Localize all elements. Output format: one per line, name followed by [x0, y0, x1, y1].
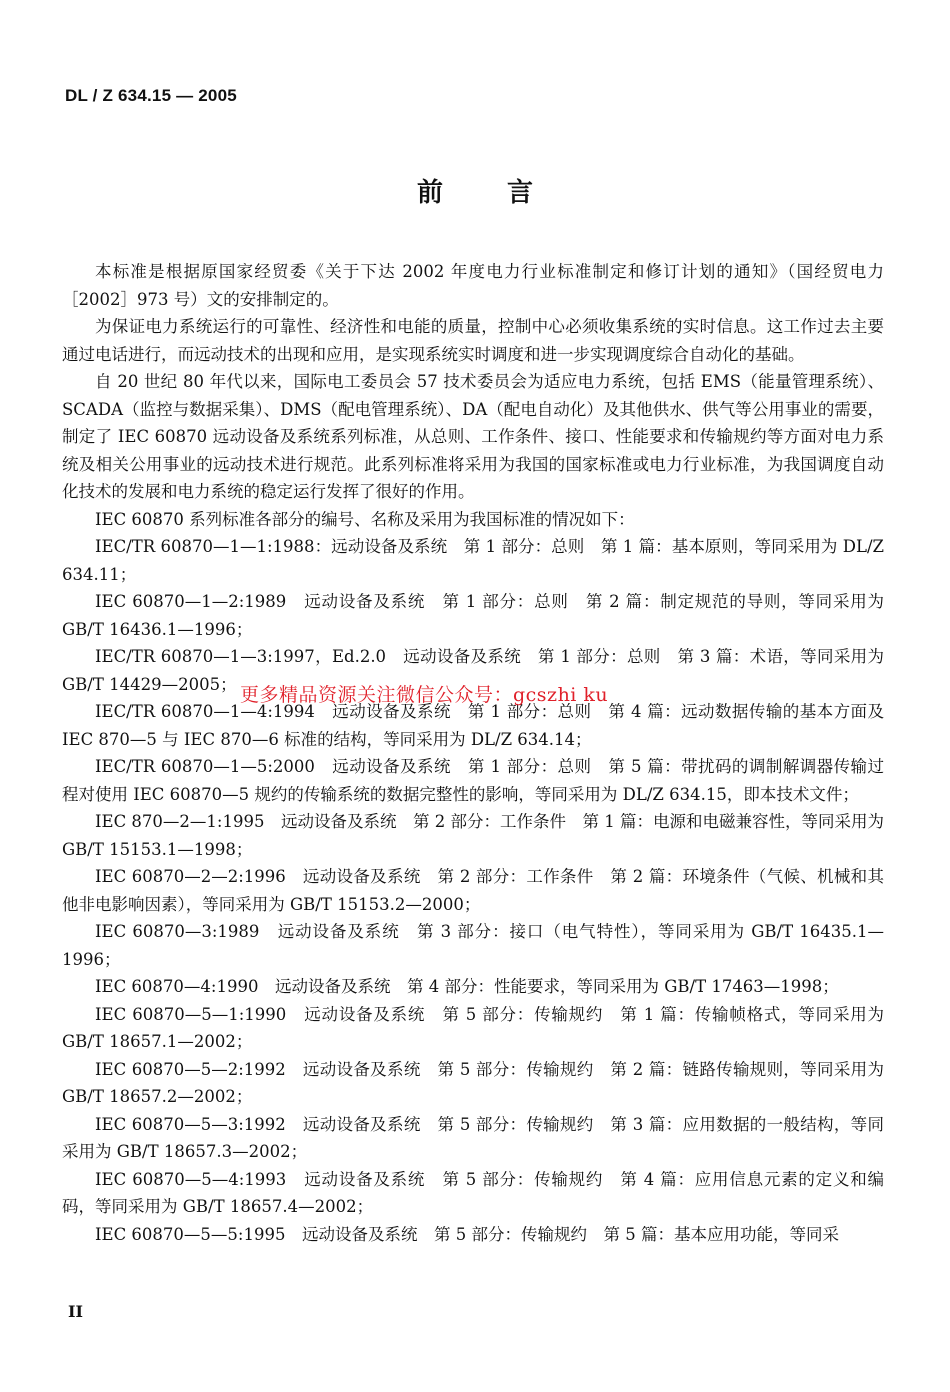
paragraph: IEC/TR 60870—1—1:1988：远动设备及系统 第 1 部分：总则 第 1 篇：基本原则，等同采用为 DL/Z 634.11；: [62, 537, 884, 584]
paragraph: IEC/TR 60870—1—4:1994 远动设备及系统 第 1 部分：总则 第 4 篇：远动数据传输的基本方面及 IEC 870—5 与 IEC 870—6 标准的结构，等同采用为 DL/Z 634.14；: [62, 702, 884, 749]
paragraph: IEC 870—2—1:1995 远动设备及系统 第 2 部分：工作条件 第 1 篇：电源和电磁兼容性，等同采用为 GB/T 15153.1—1998；: [62, 812, 884, 859]
paragraph: IEC 60870—5—2:1992 远动设备及系统 第 5 部分：传输规约 第 2 篇：链路传输规则，等同采用为 GB/T 18657.2—2002；: [62, 1059, 884, 1106]
paragraph: IEC 60870 系列标准各部分的编号、名称及采用为我国标准的情况如下：: [95, 509, 635, 529]
paragraph: IEC 60870—5—1:1990 远动设备及系统 第 5 部分：传输规约 第 1 篇：传输帧格式，等同采用为 GB/T 18657.1—2002；: [62, 1004, 884, 1051]
paragraph: IEC 60870—1—2:1989 远动设备及系统 第 1 部分：总则 第 2 篇：制定规范的导则，等同采用为 GB/T 16436.1—1996；: [62, 592, 884, 639]
paragraph: IEC 60870—5—4:1993 远动设备及系统 第 5 部分：传输规约 第 4 篇：应用信息元素的定义和编码，等同采用为 GB/T 18657.4—2002；: [62, 1169, 884, 1216]
document-code-header: DL / Z 634.15 — 2005: [65, 86, 237, 105]
page-title: 前言: [416, 178, 597, 208]
paragraph: IEC/TR 60870—1—5:2000 远动设备及系统 第 1 部分：总则 第 5 篇：带扰码的调制解调器传输过程对使用 IEC 60870—5 规约的传输系统的数据完整性的影响，等同采用为 DL/Z 634.15，即本技术文件；: [62, 757, 884, 804]
paragraph: IEC/TR 60870—1—3:1997，Ed.2.0 远动设备及系统 第 1 部分：总则 第 3 篇：术语，等同采用为 GB/T 14429—2005；: [62, 647, 884, 694]
page-number: II: [68, 1302, 83, 1321]
document-body: [62, 258, 884, 1248]
watermark-overlay-text: 更多精品资源关注微信公众号：gcszhi ku: [240, 684, 609, 706]
paragraph: IEC 60870—3:1989 远动设备及系统 第 3 部分：接口（电气特性），等同采用为 GB/T 16435.1—1996；: [62, 922, 884, 969]
paragraph: IEC 60870—2—2:1996 远动设备及系统 第 2 部分：工作条件 第 2 篇：环境条件（气候、机械和其他非电影响因素），等同采用为 GB/T 15153.2—2000；: [62, 867, 884, 914]
paragraph: 自 20 世纪 80 年代以来，国际电工委员会 57 技术委员会为适应电力系统，包括 EMS（能量管理系统）、SCADA（监控与数据采集）、DMS（配电管理系统）、DA（配电自动化）及其他供水、供气等公用事业的需要，制定了 IEC 60870 远动设备及系统系列标准，从总则、工作条件、接口、性能要求和传输规约等方面对电力系统及相关公用事业的远动技术进行规范。此系列标准将采用为我国的国家标准或电力行业标准，为我国调度自动化技术的发展和电力系统的稳定运行发挥了很好的作用。: [62, 372, 884, 501]
paragraph: IEC 60870—5—5:1995 远动设备及系统 第 5 部分：传输规约 第 5 篇：基本应用功能，等同采: [95, 1224, 839, 1244]
paragraph: 本标准是根据原国家经贸委《关于下达 2002 年度电力行业标准制定和修订计划的通知》（国经贸电力［2002］973 号）文的安排制定的。: [62, 262, 884, 309]
paragraph: 为保证电力系统运行的可靠性、经济性和电能的质量，控制中心必须收集系统的实时信息。这工作过去主要通过电话进行，而远动技术的出现和应用，是实现系统实时调度和进一步实现调度综合自动化的基础。: [62, 317, 884, 364]
paragraph: IEC 60870—5—3:1992 远动设备及系统 第 5 部分：传输规约 第 3 篇：应用数据的一般结构，等同采用为 GB/T 18657.3—2002；: [62, 1114, 884, 1161]
paragraph: IEC 60870—4:1990 远动设备及系统 第 4 部分：性能要求，等同采用为 GB/T 17463—1998；: [95, 977, 839, 996]
